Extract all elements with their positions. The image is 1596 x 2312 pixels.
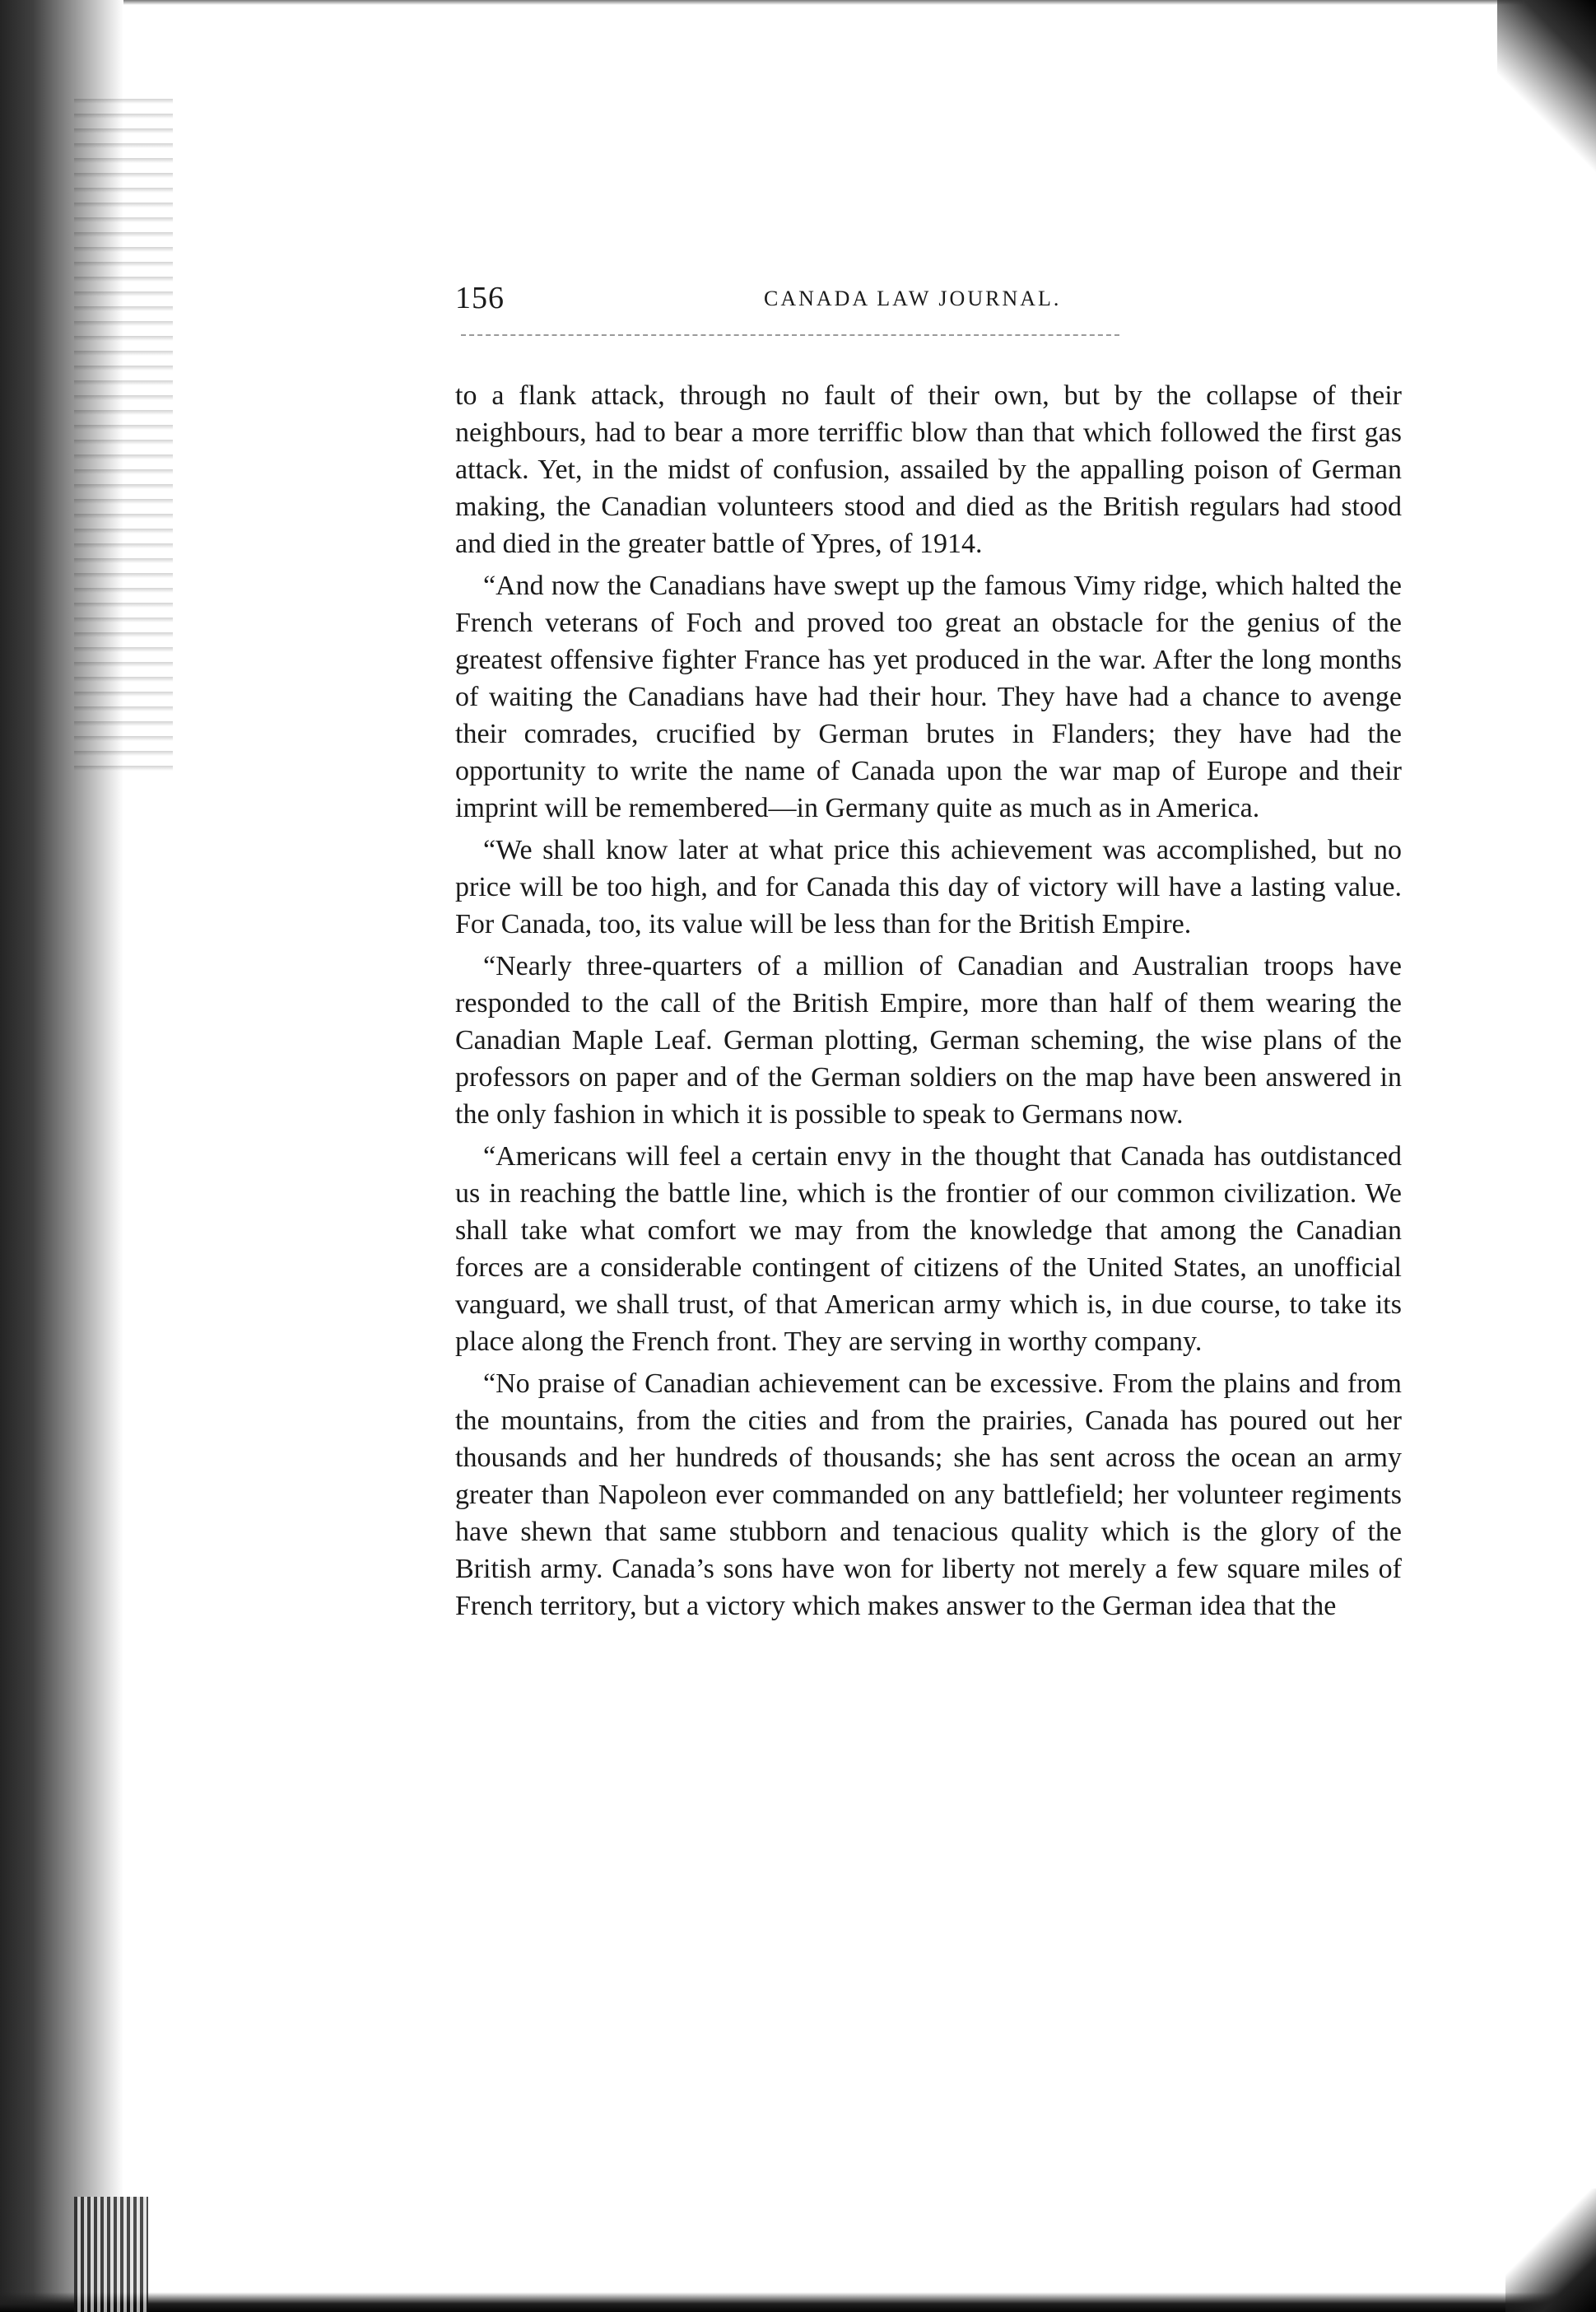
header-rule <box>461 334 1119 336</box>
page-header <box>455 280 1402 329</box>
scan-corner-top-right <box>1497 0 1596 189</box>
paragraph: “Americans will feel a certain envy in the thought that Canada has outdistanced us in reaching the battle line, which is the frontier of our common civilization. We shall take what comfort we may from the knowledge that among the Canadian forces are a considerable contingent of citizens of the United States, an unofficial vanguard, we shall trust, of that American army which is, in due course, to take its place along the French front. They are serving in worthy company. <box>455 1141 1402 1357</box>
scan-edge-top <box>123 0 1523 5</box>
paragraph: “No praise of Canadian achievement can be excessive. From the plains and from the mountains, from the cities and from the prairies, Canada has poured out her thousands and her hundreds of thousands; she has sent across the ocean an army greater than Napoleon ever commanded on any battlefield; her volunteer regiments have shewn that same stubborn and tenacious quality which is the glory of the British army. Canada’s sons have won for liberty not merely a few square miles of French territory, but a victory which makes answer to the German idea that the <box>455 1368 1402 1621</box>
scan-speckle <box>74 99 173 774</box>
article-body <box>455 377 1402 1629</box>
page-number: 156 <box>455 281 505 315</box>
paragraph: “Nearly three-quarters of a million of Canadian and Australian troops have responded to the call of the British Empire, more than half of them wearing the Canadian Maple Leaf. German plotting, German scheming, the wise plans of the professors on paper and of the German soldiers on the map have been answered in the only fashion in which it is possible to speak to Germans now. <box>455 951 1402 1130</box>
scan-corner-bottom-left <box>74 2197 148 2312</box>
scan-corner-bottom-right <box>1505 2188 1596 2312</box>
paragraph: “And now the Canadians have swept up the famous Vimy ridge, which halted the French veterans of Foch and proved too great an obstacle for the genius of the greatest offensive fighter France has yet produced in the war. After the long months of waiting the Canadians have had their hour. They have had a chance to avenge their comrades, crucified by German brutes in Flanders; they have had the opportunity to write the name of Canada upon the war map of Europe and their imprint will be remembered—in Germany quite as much as in America. <box>455 571 1402 823</box>
paragraph: “We shall know later at what price this achievement was accomplished, but no price will be too high, and for Canada this day of victory will have a lasting value. For Canada, too, its value will be less than for the British Empire. <box>455 835 1402 939</box>
running-head: CANADA LAW JOURNAL. <box>764 287 1062 310</box>
paragraph: to a flank attack, through no fault of their own, but by the collapse of their neighbours, had to bear a more terriffic blow than that which followed the first gas attack. Yet, in the midst of confusion, assailed by the appalling poison of German making, the Canadian volunteers stood and died as the British regulars had stood and died in the greater battle of Ypres, of 1914. <box>455 380 1402 559</box>
scan-edge-bottom <box>0 2292 1596 2312</box>
